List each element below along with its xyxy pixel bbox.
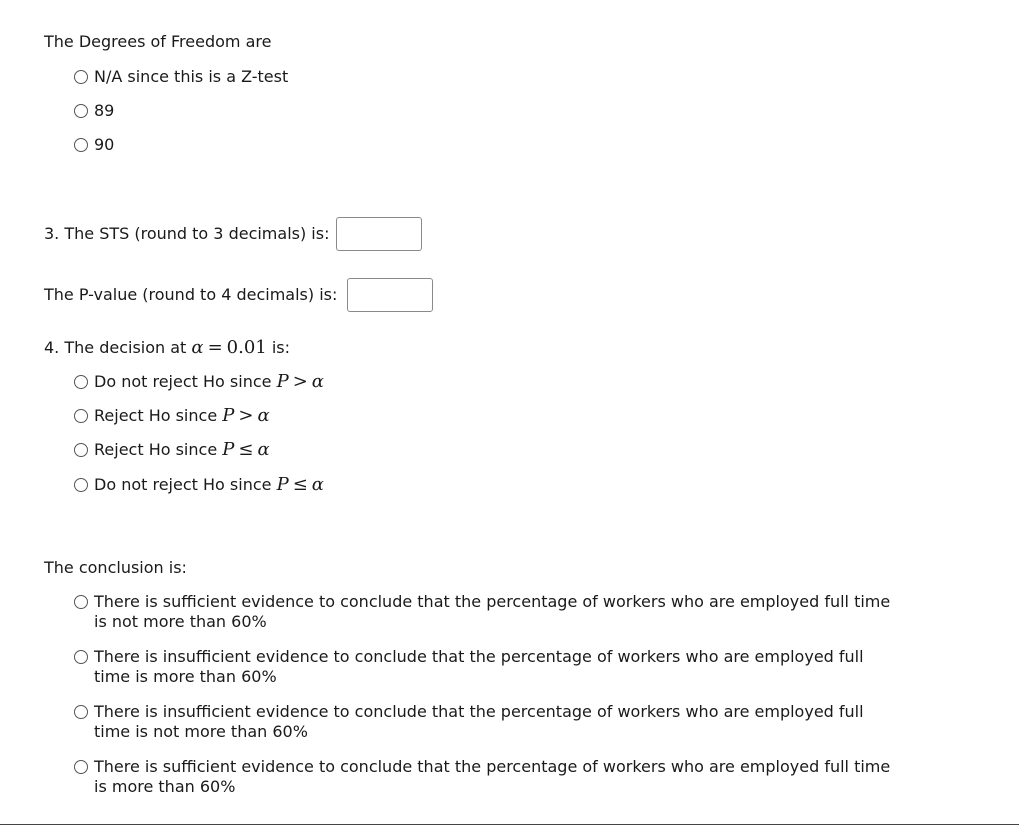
radio-button[interactable] [74,760,88,774]
option-label-line1: There is insufficient evidence to conclude that the percentage of workers who are employed full [94,702,864,721]
decision-option-3[interactable] [74,440,270,460]
option-text: Do not reject Ho since [94,475,272,494]
alpha-symbol: α [311,474,324,495]
radio-button[interactable] [74,375,88,389]
conclusion-question: The conclusion is: [44,558,187,577]
option-text: Do not reject Ho since [94,372,272,391]
operator: ≤ [238,439,254,460]
option-label-line2: is not more than 60% [94,612,267,631]
dof-option-na[interactable] [74,67,288,87]
operator: > [238,405,254,426]
conclusion-option-1[interactable] [74,592,924,632]
decision-option-1[interactable] [74,372,324,392]
p-symbol: P [276,371,289,392]
decision-option-4[interactable] [74,475,324,495]
alpha-expression [191,337,266,358]
option-label: 90 [94,135,115,154]
alpha-symbol: α [191,337,204,358]
radio-button[interactable] [74,478,88,492]
conclusion-option-3[interactable] [74,702,924,742]
option-label [94,406,270,426]
p-symbol: P [222,439,235,460]
radio-button[interactable] [74,104,88,118]
operator: > [292,371,308,392]
option-label-line2: is more than 60% [94,777,236,796]
option-label: N/A since this is a Z-test [94,67,289,86]
radio-button[interactable] [74,443,88,457]
option-label-line1: There is insufficient evidence to conclude that the percentage of workers who are employed full [94,647,864,666]
radio-button[interactable] [74,70,88,84]
decision-question-prefix: 4. The decision at [44,338,187,357]
sts-input[interactable] [336,217,422,251]
option-label-line1: There is sufficient evidence to conclude that the percentage of workers who are employed full time [94,757,891,776]
radio-button[interactable] [74,138,88,152]
p-symbol: P [276,474,289,495]
option-label [94,372,324,392]
option-label [94,475,324,495]
conclusion-option-4[interactable] [74,757,924,797]
dof-question: The Degrees of Freedom are [44,32,272,51]
dof-option-89[interactable] [74,101,114,121]
condition-expression [222,439,269,460]
radio-button[interactable] [74,409,88,423]
conclusion-option-2[interactable] [74,647,924,687]
option-label [94,440,270,460]
decision-question-suffix: is: [271,338,290,357]
operator: ≤ [292,474,308,495]
dof-option-90[interactable] [74,135,114,155]
condition-expression [222,405,269,426]
option-label-line1: There is sufficient evidence to conclude that the percentage of workers who are employed full time [94,592,891,611]
condition-expression [277,371,324,392]
alpha-symbol: α [257,405,270,426]
radio-button[interactable] [74,705,88,719]
alpha-value: 0.01 [226,337,267,358]
pvalue-input[interactable] [347,278,433,312]
sts-question: 3. The STS (round to 3 decimals) is: [44,224,330,243]
p-symbol: P [222,405,235,426]
option-label-line2: time is more than 60% [94,667,277,686]
alpha-symbol: α [257,439,270,460]
condition-expression [277,474,324,495]
equals-sign: = [207,337,223,358]
pvalue-question: The P-value (round to 4 decimals) is: [44,285,338,304]
radio-button[interactable] [74,650,88,664]
option-text: Reject Ho since [94,406,218,425]
option-label: 89 [94,101,115,120]
option-label-line2: time is not more than 60% [94,722,308,741]
radio-button[interactable] [74,595,88,609]
decision-option-2[interactable] [74,406,270,426]
decision-question [44,338,290,358]
page-bottom-divider [0,824,1019,825]
alpha-symbol: α [311,371,324,392]
option-text: Reject Ho since [94,440,218,459]
